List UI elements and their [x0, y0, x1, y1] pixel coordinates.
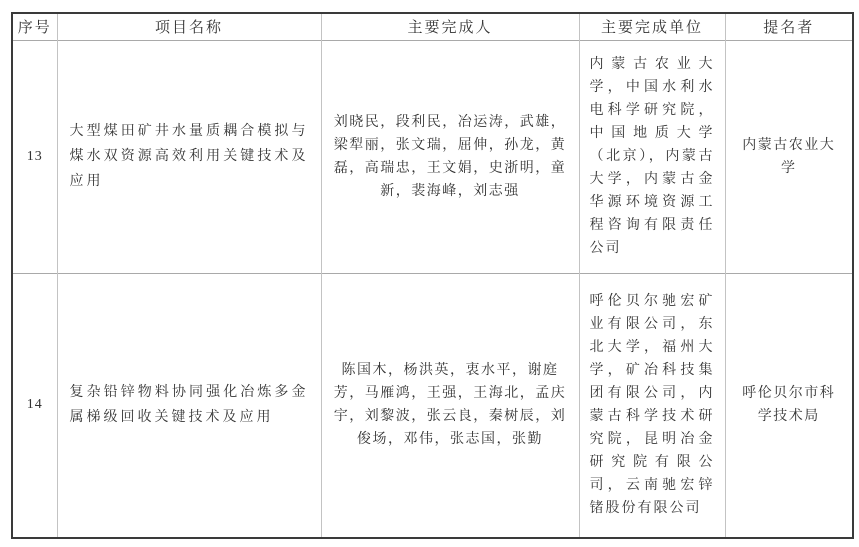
- table-body: [12, 40, 853, 538]
- row-index: 13: [12, 40, 57, 273]
- main-completion-units: 内蒙古农业大学，中国水利水电科学研究院，中国地质大学（北京），内蒙古大学，内蒙古金华源环境资源工程咨询有限责任公司: [579, 40, 725, 273]
- main-contributors: 陈国木，杨洪英，衷水平，谢庭芳，马雁鸿，王强，王海北，孟庆宇，刘黎波，张云良，秦树辰，刘俊场，邓伟，张志国，张勤: [321, 273, 579, 538]
- row-index: 14: [12, 273, 57, 538]
- table-row: [12, 273, 853, 538]
- table-header: [12, 13, 853, 40]
- award-projects-table: [11, 12, 854, 539]
- column-header-index: 序号: [12, 13, 57, 40]
- project-name: 复杂铅锌物料协同强化冶炼多金属梯级回收关键技术及应用: [57, 273, 321, 538]
- table-row: [12, 40, 853, 273]
- nominator: 内蒙古农业大学: [725, 40, 853, 273]
- header-row: [12, 13, 853, 40]
- column-header-nominator: 提名者: [725, 13, 853, 40]
- column-header-units: 主要完成单位: [579, 13, 725, 40]
- column-header-contributors: 主要完成人: [321, 13, 579, 40]
- main-completion-units: 呼伦贝尔驰宏矿业有限公司，东北大学，福州大学，矿冶科技集团有限公司，内蒙古科学技术研究院，昆明冶金研究院有限公司，云南驰宏锌锗股份有限公司: [579, 273, 725, 538]
- project-name: 大型煤田矿井水量质耦合模拟与煤水双资源高效利用关键技术及应用: [57, 40, 321, 273]
- main-contributors: 刘晓民，段利民，冶运涛，武雄，梁犁丽，张文瑞，屈伸，孙龙，黄磊，高瑞忠，王文娟，史浙明，童新，裴海峰，刘志强: [321, 40, 579, 273]
- nominator: 呼伦贝尔市科学技术局: [725, 273, 853, 538]
- column-header-project: 项目名称: [57, 13, 321, 40]
